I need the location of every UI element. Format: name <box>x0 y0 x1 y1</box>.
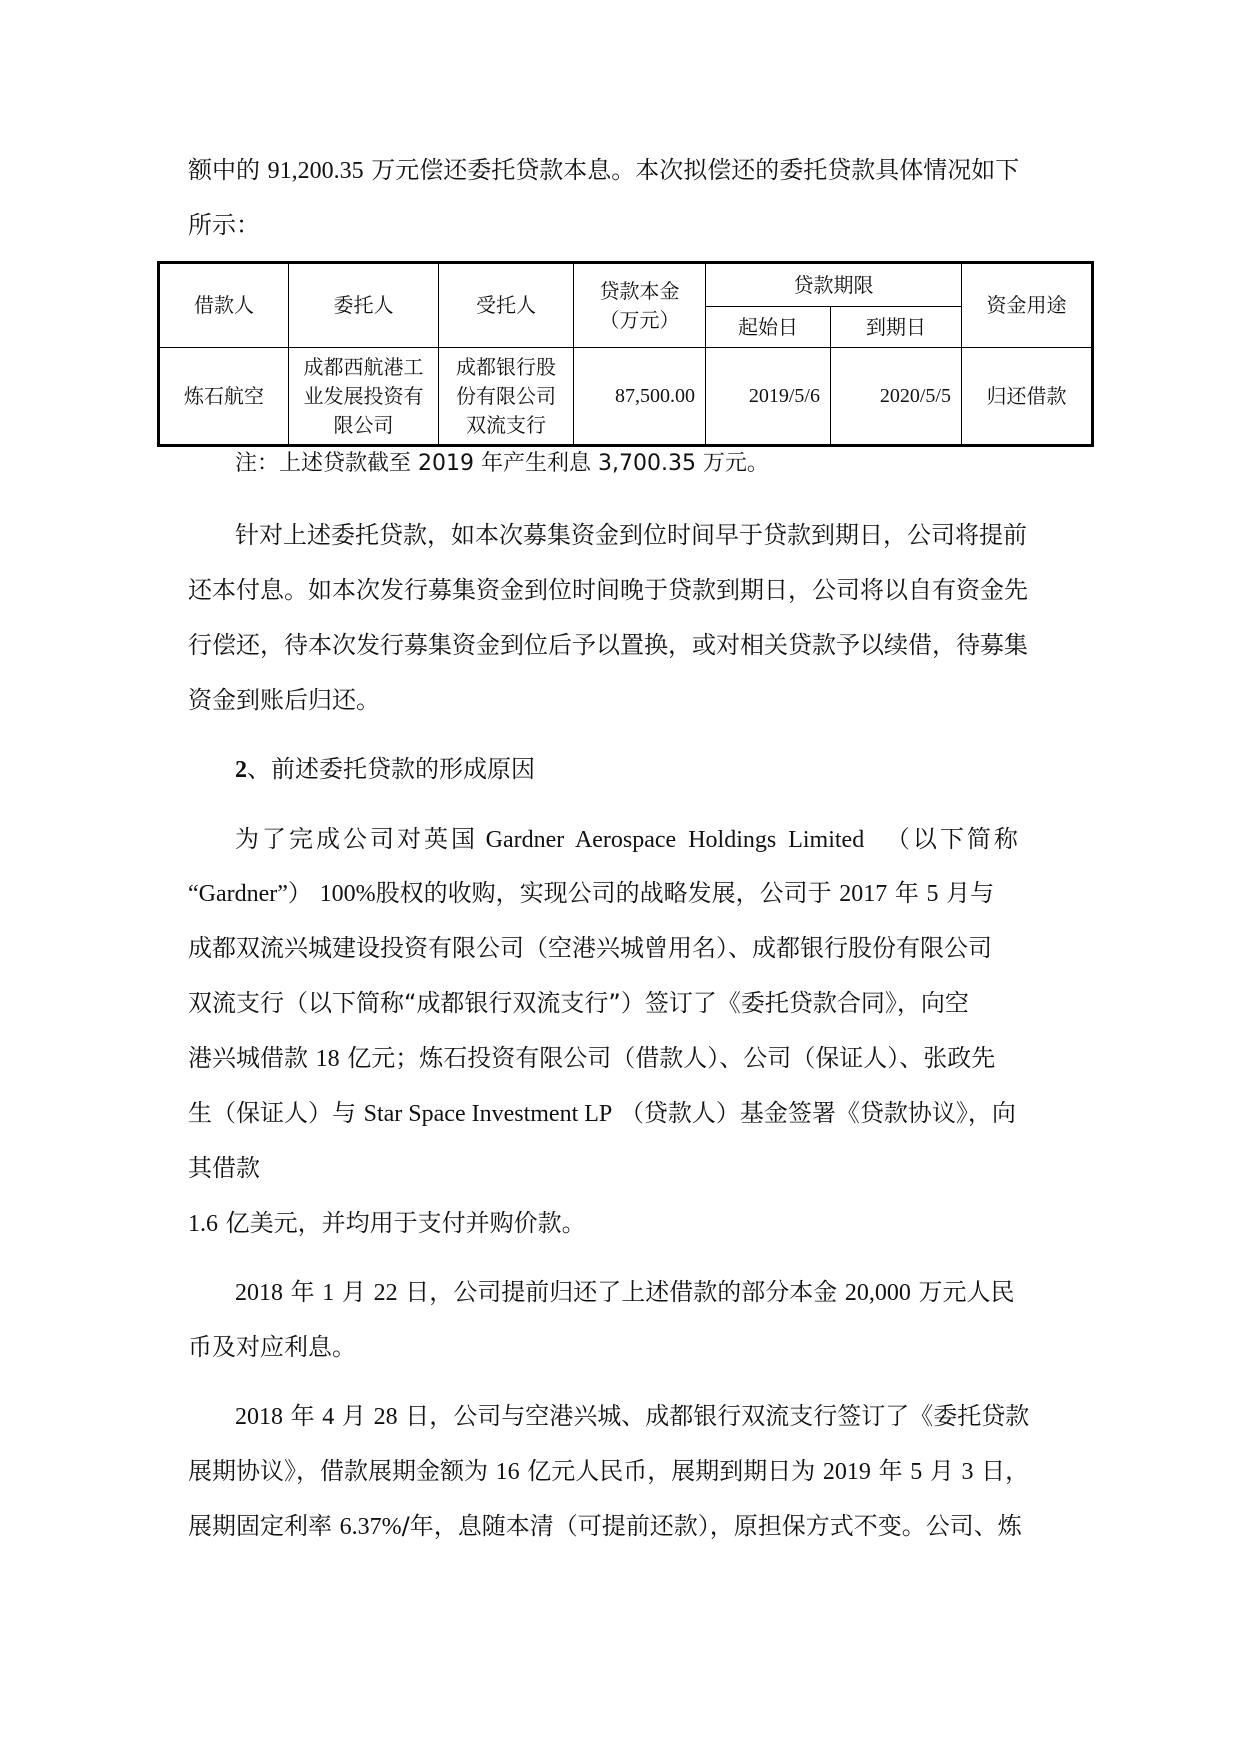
text: （贷款人）基金签署《贷款协议》，向 <box>619 1099 1016 1127</box>
para2-line-4: 双流支行（以下简称“成都银行双流支行”）签订了《委托贷款合同》，向空 <box>188 989 969 1017</box>
para2-line-7: 其借款 <box>188 1154 260 1182</box>
para2-line-2 <box>188 878 994 909</box>
header-borrower: 借款人 <box>159 263 289 348</box>
header-trustee: 受托人 <box>439 263 574 348</box>
text: 28 <box>373 1404 398 1430</box>
cell-trustor-line: 限公司 <box>333 412 394 437</box>
header-principal <box>574 263 706 348</box>
text: 亿元人民币，展期到期日为 <box>527 1457 816 1485</box>
para4-line-2 <box>188 1456 1029 1487</box>
text: Star Space Investment LP <box>363 1101 613 1127</box>
text: 月 <box>929 1457 954 1485</box>
amount: 91,200.35 <box>267 158 364 184</box>
text: 5 <box>910 1459 923 1485</box>
text: 展期固定利率 <box>188 1512 332 1540</box>
para4-line-3 <box>188 1511 1022 1542</box>
cell-trustor-line: 成都西航港工 <box>303 354 424 379</box>
text: 为了完成公司对英国 <box>235 825 478 853</box>
para2-line-8 <box>188 1208 586 1239</box>
para2-line-6 <box>188 1098 1016 1129</box>
text: 年 <box>290 1402 315 1430</box>
para2-line-1 <box>235 824 1021 855</box>
text: 日，公司与空港兴城、成都银行双流支行签订了《委托贷款 <box>405 1402 1030 1430</box>
para1-line: 还本付息。如本次发行募集资金到位时间晚于贷款到期日，公司将以自有资金先 <box>188 576 1028 604</box>
text: 港兴城借款 <box>188 1044 308 1072</box>
text: 日， <box>981 1457 1030 1485</box>
loan-table <box>157 261 1094 447</box>
text: 100% <box>319 881 376 907</box>
text: 生（保证人）与 <box>188 1099 356 1127</box>
para1-line: 资金到账后归还。 <box>188 686 380 714</box>
para1-line: 针对上述委托贷款，如本次募集资金到位时间早于贷款到期日，公司将提前 <box>235 521 1027 549</box>
cell-trustee-line: 份有限公司 <box>456 383 556 408</box>
para1-line: 行偿还，待本次发行募集资金到位后予以置换，或对相关贷款予以续借，待募集 <box>188 631 1028 659</box>
header-principal-line1: 贷款本金 <box>599 278 680 303</box>
cell-start: 2019/5/6 <box>706 348 831 446</box>
text: 1.6 <box>188 1211 218 1237</box>
text: /年，息随本清（可提前还款），原担保方式不变。公司、炼 <box>401 1512 1022 1540</box>
text: 年 <box>894 879 919 907</box>
text: 6.37% <box>339 1514 402 1540</box>
para3-line-1 <box>235 1277 1014 1308</box>
heading-text: 、前述委托贷款的形成原因 <box>247 755 535 783</box>
text: 日，公司提前归还了上述借款的部分本金 <box>405 1278 838 1306</box>
header-use: 资金用途 <box>962 263 1093 348</box>
text: 展期协议》，借款展期金额为 <box>188 1457 488 1485</box>
para2-line-5 <box>188 1043 995 1074</box>
cell-use: 归还借款 <box>962 348 1093 446</box>
header-trustor: 委托人 <box>289 263 439 348</box>
table-header-row <box>159 263 1093 307</box>
section-heading <box>235 754 535 785</box>
intro-line-2: 所示： <box>188 211 260 239</box>
header-principal-line2: （万元） <box>599 307 680 332</box>
header-term: 贷款期限 <box>706 263 962 307</box>
text: 万元人民 <box>918 1278 1015 1306</box>
text: 4 <box>322 1404 335 1430</box>
text: 万元偿还委托贷款本息。本次拟偿还的委托贷款具体情况如下 <box>371 156 1020 184</box>
text: 16 <box>495 1459 520 1485</box>
text: 18 <box>315 1046 340 1072</box>
text: 22 <box>373 1280 398 1306</box>
text: 股权的收购，实现公司的战略发展，公司于 <box>375 879 832 907</box>
cell-borrower: 炼石航空 <box>159 348 289 446</box>
text: 月 <box>341 1402 366 1430</box>
table-row <box>159 348 1093 446</box>
text: 月与 <box>946 879 995 907</box>
cell-trustee <box>439 348 574 446</box>
text: 亿元；炼石投资有限公司（借款人）、公司（保证人）、张政先 <box>347 1044 996 1072</box>
cell-end: 2020/5/5 <box>831 348 962 446</box>
text: Gardner Aerospace Holdings Limited <box>485 827 865 853</box>
table-note: 注：上述贷款截至 2019 年产生利息 3,700.35 万元。 <box>235 451 769 476</box>
text: （以下简称 <box>885 825 1021 853</box>
text: 5 <box>926 881 939 907</box>
text: 20,000 <box>844 1280 911 1306</box>
para3-line-2: 币及对应利息。 <box>188 1333 356 1361</box>
cell-trustor <box>289 348 439 446</box>
header-end: 到期日 <box>831 307 962 348</box>
text: 亿美元，并均用于支付并购价款。 <box>225 1209 586 1237</box>
heading-number: 2 <box>235 757 247 783</box>
cell-trustee-line: 成都银行股 <box>456 354 556 379</box>
text: 额中的 <box>188 156 260 184</box>
text: 2017 <box>839 881 888 907</box>
cell-trustee-line: 双流支行 <box>466 412 546 437</box>
text: 3 <box>961 1459 974 1485</box>
text: 月 <box>341 1278 366 1306</box>
text: 年 <box>878 1457 903 1485</box>
para2-line-3: 成都双流兴城建设投资有限公司（空港兴城曾用名）、成都银行股份有限公司 <box>188 934 992 962</box>
cell-trustor-line: 业发展投资有 <box>303 383 424 408</box>
text: 1 <box>322 1280 335 1306</box>
text: 2018 <box>235 1404 283 1430</box>
para4-line-1 <box>235 1401 1029 1432</box>
intro-line-1 <box>188 155 1019 186</box>
header-start: 起始日 <box>706 307 831 348</box>
cell-principal: 87,500.00 <box>574 348 706 446</box>
text: 2019 <box>822 1459 871 1485</box>
text: “Gardner”） <box>188 881 312 907</box>
text: 2018 <box>235 1280 283 1306</box>
text: 年 <box>290 1278 315 1306</box>
